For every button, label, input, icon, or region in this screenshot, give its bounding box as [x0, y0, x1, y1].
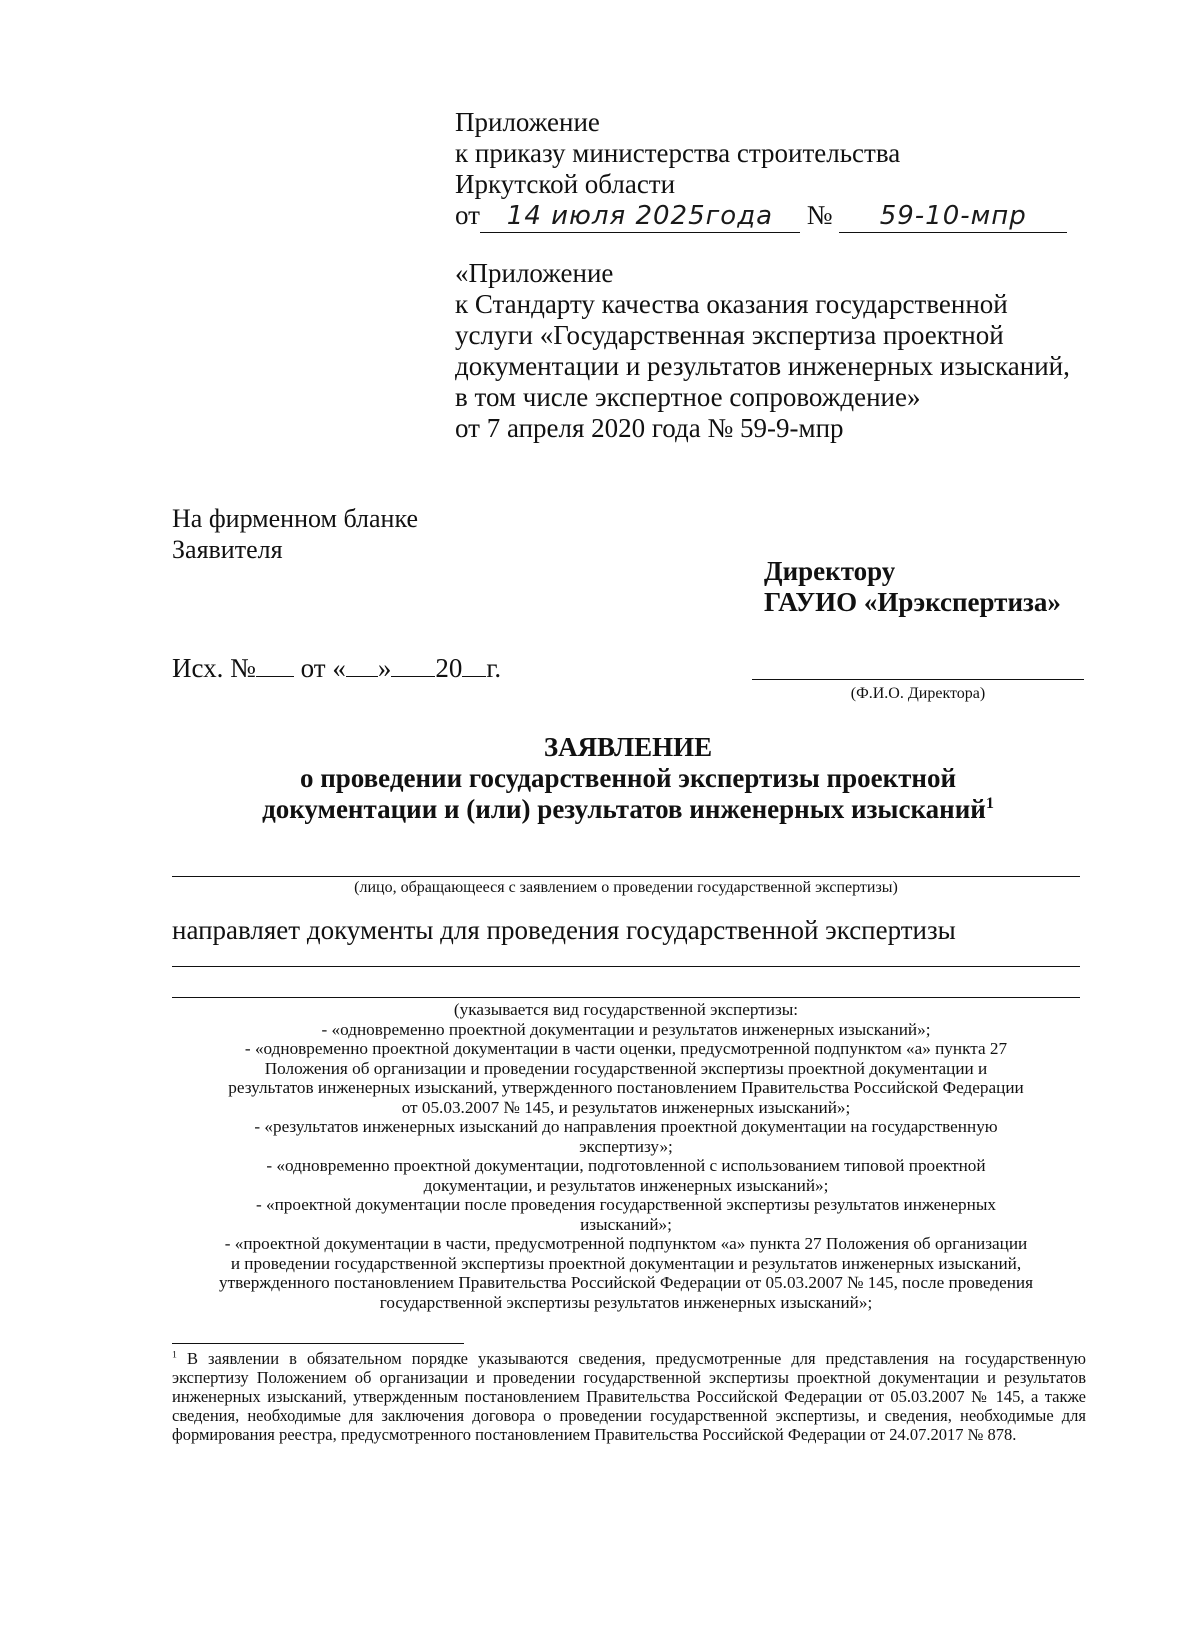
director-name-line — [752, 679, 1084, 680]
letterhead-line: Заявителя — [172, 535, 283, 564]
addressee — [764, 556, 1061, 618]
letterhead-note — [172, 503, 418, 565]
footnote — [172, 1349, 1086, 1444]
expertise-types-line: (указывается вид государственной экспертизы: — [453, 1000, 799, 1019]
expertise-types-line: документации, и результатов инженерных изысканий»; — [423, 1175, 829, 1195]
expertise-line-1 — [172, 966, 1080, 967]
addressee-title: Директору — [764, 556, 896, 586]
expertise-types-line: - «проектной документации после проведения государственной экспертизы результатов инженерных — [256, 1195, 996, 1214]
appendix-line: к приказу министерства строительства — [455, 138, 901, 168]
outgoing-day-blank — [346, 656, 378, 677]
standard-header — [455, 258, 1070, 444]
expertise-line-2 — [172, 997, 1080, 998]
expertise-types-line: - «одновременно проектной документации, подготовленной с использованием типовой проектной — [266, 1156, 986, 1175]
number-sign: № — [806, 200, 833, 230]
title-line-2: документации и (или) результатов инженерных изысканий — [262, 794, 986, 824]
expertise-types-list — [172, 1000, 1080, 1312]
standard-line: услуги «Государственная экспертиза проектной — [455, 320, 1004, 350]
expertise-types-line: и проведении государственной экспертизы проектной документации и результатов инженерных изысканий, — [230, 1253, 1022, 1273]
expertise-types-line: Положения об организации и проведении государственной экспертизы проектной документации и — [264, 1058, 988, 1078]
standard-line: документации и результатов инженерных изысканий, — [455, 351, 1070, 381]
expertise-types-line: экспертизу»; — [579, 1136, 673, 1156]
outgoing-prefix: Исх. № — [172, 653, 256, 683]
expertise-types-line: государственной экспертизы результатов инженерных изысканий»; — [379, 1292, 873, 1312]
outgoing-number-line — [172, 653, 501, 684]
standard-line: «Приложение — [455, 258, 614, 288]
title-line-1: о проведении государственной экспертизы проектной — [299, 763, 957, 793]
handwritten-order-number: 59-10-мпр — [839, 201, 1067, 233]
outgoing-number-blank — [256, 656, 294, 677]
expertise-types-line: - «проектной документации в части, предусмотренной подпунктом «а» пункта 27 Положения об организации — [224, 1234, 1028, 1253]
standard-line: от 7 апреля 2020 года № 59-9-мпр — [455, 413, 844, 443]
title-main: ЗАЯВЛЕНИЕ — [543, 732, 713, 762]
standard-line: в том числе экспертное сопровождение» — [455, 382, 921, 412]
document-title — [172, 732, 1084, 825]
expertise-types-line: изысканий»; — [580, 1214, 672, 1234]
appendix-line: Приложение — [455, 107, 600, 137]
outgoing-quote-close: » — [377, 653, 392, 683]
addressee-organization: ГАУИО «Ирэкспертиза» — [764, 587, 1061, 617]
outgoing-from: от « — [300, 653, 346, 683]
appendix-date-number-line — [455, 200, 1067, 233]
expertise-types-line: утвержденного постановлением Правительства Российской Федерации от 05.03.2007 № 145, после проведения — [218, 1273, 1033, 1292]
letterhead-line: На фирменном бланке — [172, 504, 418, 533]
expertise-types-line: результатов инженерных изысканий, утвержденного постановлением Правительства Российской Федерации — [228, 1078, 1024, 1097]
appendix-header — [455, 107, 1067, 233]
expertise-types-line: от 05.03.2007 № 145, и результатов инженерных изысканий»; — [401, 1097, 851, 1117]
title-line-2-wrap — [172, 794, 1084, 825]
expertise-types-line: - «одновременно проектной документации и результатов инженерных изысканий»; — [321, 1019, 931, 1039]
outgoing-year-blank — [462, 656, 486, 677]
appendix-line: Иркутской области — [455, 169, 676, 199]
outgoing-year-suffix: г. — [486, 653, 502, 683]
director-name-caption: (Ф.И.О. Директора) — [850, 685, 986, 702]
footnote-separator — [172, 1343, 464, 1344]
expertise-types-line: - «одновременно проектной документации в части оценки, предусмотренной подпунктом «а» пункта 27 — [244, 1039, 1008, 1058]
outgoing-month-blank — [391, 656, 435, 677]
applicant-line — [172, 876, 1080, 877]
standard-line: к Стандарту качества оказания государственной — [455, 289, 1008, 319]
from-label: от — [455, 200, 480, 230]
title-footnote-mark: 1 — [985, 794, 994, 812]
footnote-text: В заявлении в обязательном порядке указываются сведения, предусмотренные для представления на государственную экспертизу Положением об организации и проведении государственной экспертизы проектной документации и результатов инженерных изысканий, утвержденным постановлением Правительства Российской Федерации от 05.03.2007 № 145, а также сведения, необходимые для заключения договора о проведении государственной экспертизы, и сведения, необходимые для формирования реестра, предусмотренного постановлением Правительства Российской Федерации от 24.07.2017 № 878. — [172, 1349, 1086, 1444]
handwritten-date: 14 июля 2025года — [480, 201, 800, 233]
applicant-caption: (лицо, обращающееся с заявлением о проведении государственной экспертизы) — [354, 879, 898, 896]
outgoing-year-prefix: 20 — [435, 653, 463, 683]
sends-documents-text: направляет документы для проведения государственной экспертизы — [172, 915, 956, 945]
expertise-types-line: - «результатов инженерных изысканий до направления проектной документации на государственную — [254, 1117, 998, 1136]
footnote-mark: 1 — [172, 1349, 177, 1361]
